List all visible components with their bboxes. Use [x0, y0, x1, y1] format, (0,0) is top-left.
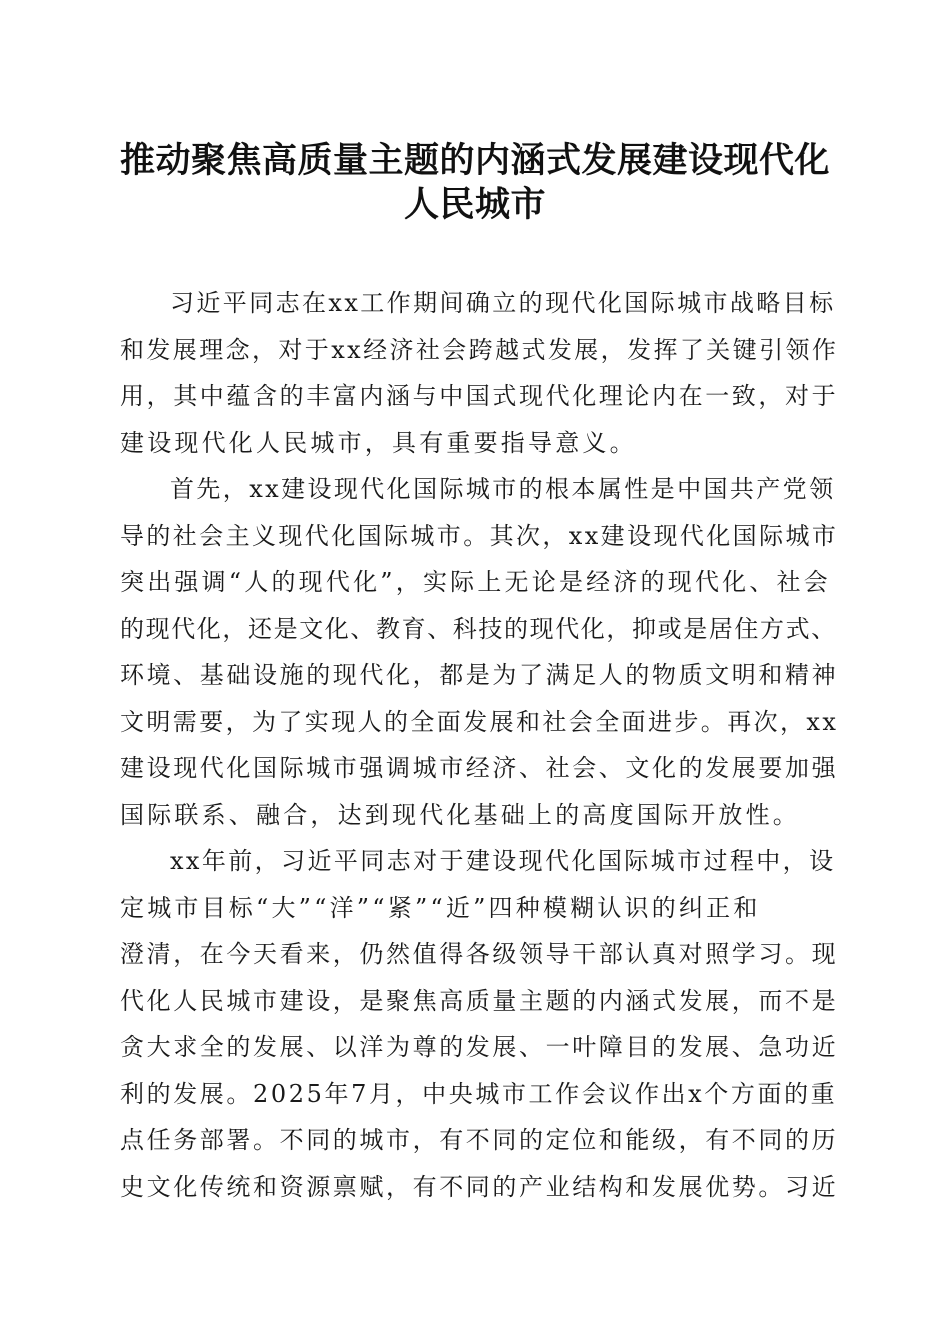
paragraph-3-line: 定城市目标“大”“洋”“紧”“近”四种模糊认识的纠正和 — [120, 893, 761, 922]
paragraph-2-line: 首先，xx建设现代化国际城市的根本属性是中国共产党领 — [170, 475, 836, 503]
paragraph-1-line: 建设现代化人民城市，具有重要指导意义。 — [120, 428, 637, 457]
paragraph-1-line: 用，其中蕴含的丰富内涵与中国式现代化理论内在一致，对于 — [120, 382, 839, 410]
paragraph-3-line: 代化人民城市建设，是聚焦高质量主题的内涵式发展，而不是 — [120, 986, 839, 1015]
paragraph-3-line: 澄清，在今天看来，仍然值得各级领导干部认真对照学习。现 — [120, 940, 839, 968]
document-title-line-1: 推动聚焦高质量主题的内涵式发展建设现代化 — [119, 140, 830, 181]
paragraph-3-line: 史文化传统和资源禀赋，有不同的产业结构和发展优势。习近 — [120, 1172, 839, 1201]
paragraph-3-line: 利的发展。2025年7月，中央城市工作会议作出x个方面的重 — [120, 1079, 838, 1108]
paragraph-2-line: 突出强调“人的现代化”，实际上无论是经济的现代化、社会 — [120, 568, 831, 596]
document-body — [120, 280, 840, 1210]
paragraph-2-line: 的现代化，还是文化、教育、科技的现代化，抑或是居住方式、 — [120, 614, 837, 643]
paragraph-3-line: 点任务部署。不同的城市，有不同的定位和能级，有不同的历 — [120, 1126, 839, 1154]
paragraph-1-line: 习近平同志在xx工作期间确立的现代化国际城市战略目标 — [170, 289, 836, 317]
paragraph-2-line: 国际联系、融合，达到现代化基础上的高度国际开放性。 — [120, 800, 800, 829]
paragraph-2-line: 环境、基础设施的现代化，都是为了满足人的物质文明和精神 — [120, 661, 839, 689]
paragraph-1-line: 和发展理念，对于xx经济社会跨越式发展，发挥了关键引领作 — [120, 335, 839, 364]
paragraph-2-line: 建设现代化国际城市强调城市经济、社会、文化的发展要加强 — [120, 754, 839, 782]
paragraph-3-line: 贪大求全的发展、以洋为尊的发展、一叶障目的发展、急功近 — [120, 1033, 839, 1061]
paragraph-2-line: 文明需要，为了实现人的全面发展和社会全面进步。再次，xx — [120, 707, 839, 736]
paragraph-3-line: xx年前，习近平同志对于建设现代化国际城市过程中，设 — [170, 847, 836, 875]
paragraph-2-line: 导的社会主义现代化国际城市。其次，xx建设现代化国际城市 — [120, 521, 839, 550]
document-title-line-2: 人民城市 — [403, 184, 546, 225]
